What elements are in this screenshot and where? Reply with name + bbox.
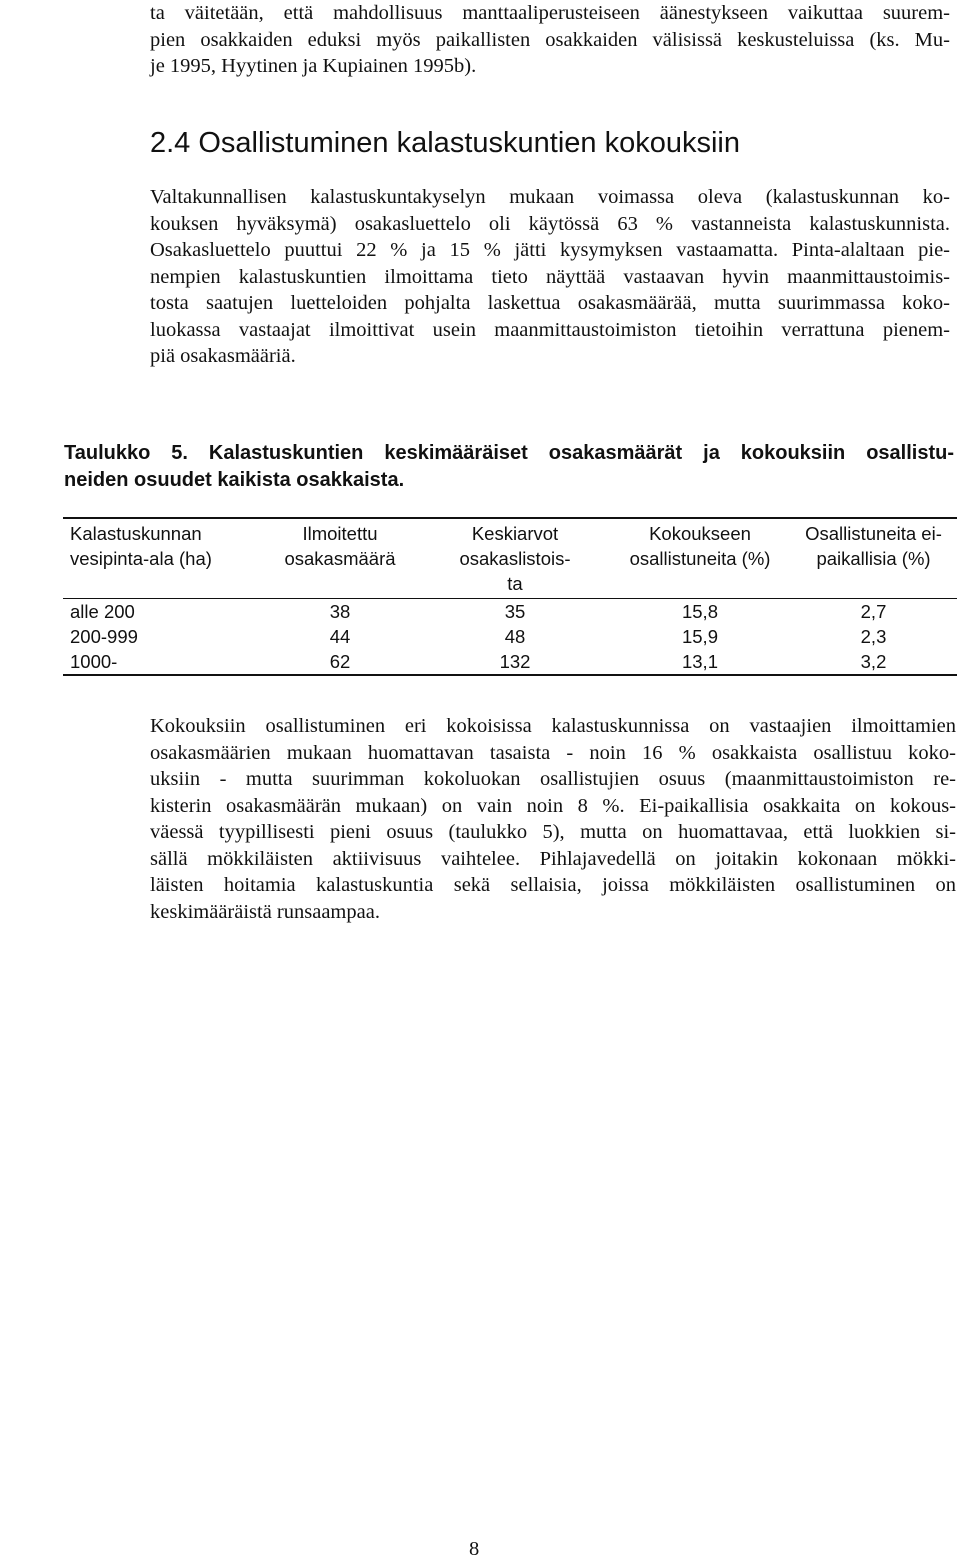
table-cell: 35 bbox=[504, 601, 526, 622]
table-cell: 132 bbox=[499, 651, 531, 672]
header-reported-members bbox=[260, 518, 420, 599]
paragraph-line: kouksen hyväksymä) osakasluettelo oli käytössä 63 % vastanneista kalastuskunnista. bbox=[150, 212, 950, 235]
table-cell: 15,9 bbox=[681, 626, 718, 647]
header-text: ta bbox=[507, 573, 523, 594]
paragraph-line: kisterin osakasmäärän mukaan) on vain noin 8 %. Ei-paikallisia osakkaita on kokous- bbox=[150, 794, 956, 817]
data-table bbox=[63, 517, 957, 676]
table-row bbox=[63, 599, 957, 625]
paragraph-line: Kokouksiin osallistuminen eri kokoisissa kalastuskunnissa on vastaajien ilmoittamien bbox=[150, 715, 956, 737]
table-cell: alle 200 bbox=[70, 601, 135, 622]
paragraph-line: piä osakasmääriä. bbox=[150, 345, 296, 367]
intro-paragraph bbox=[150, 0, 950, 80]
paragraph-line: uksiin - mutta suurimman kokoluokan osallistujien osuus (maanmittaustoimiston re- bbox=[150, 768, 956, 790]
table-cell: 48 bbox=[504, 626, 526, 647]
header-text: Kokoukseen bbox=[649, 523, 751, 544]
table-caption bbox=[64, 440, 954, 494]
table-row bbox=[63, 624, 957, 649]
paragraph-line: läisten hoitamia kalastuskuntia sekä sellaisia, joissa mökkiläisten osallistuminen on bbox=[150, 874, 956, 896]
table-cell: 15,8 bbox=[681, 601, 718, 622]
table-cell: 200-999 bbox=[70, 626, 138, 647]
table-cell: 62 bbox=[329, 651, 351, 672]
header-text: osakaslistois- bbox=[459, 548, 571, 569]
table-cell: 38 bbox=[329, 601, 351, 622]
header-text: Osallistuneita ei- bbox=[805, 523, 942, 544]
intro-line: je 1995, Hyytinen ja Kupiainen 1995b). bbox=[150, 55, 477, 77]
header-text: Kalastuskunnan bbox=[70, 523, 202, 544]
page-number: 8 bbox=[469, 1538, 480, 1560]
header-text: Keskiarvot bbox=[471, 523, 559, 544]
header-area bbox=[63, 518, 260, 599]
caption-line: Taulukko 5. Kalastuskuntien keskimääräiset osakasmäärät ja kokouksiin osallistu- bbox=[64, 442, 954, 464]
table-row bbox=[63, 649, 957, 675]
table-cell: 1000- bbox=[70, 651, 118, 672]
section-heading: 2.4 Osallistuminen kalastuskuntien kokouksiin bbox=[150, 127, 740, 159]
table-cell: 2,7 bbox=[860, 601, 887, 622]
header-non-local-participants bbox=[790, 518, 957, 599]
caption-line: neiden osuudet kaikista osakkaista. bbox=[64, 469, 405, 491]
paragraph-line: Valtakunnallisen kalastuskuntakyselyn mukaan voimassa oleva (kalastuskunnan ko- bbox=[150, 186, 950, 208]
paragraph-line: sällä mökkiläisten aktiivisuus vaihtelee. Pihlajavedellä on joitakin kokonaan mökki- bbox=[150, 847, 956, 870]
header-text: paikallisia (%) bbox=[816, 548, 931, 569]
table-cell: 44 bbox=[329, 626, 351, 647]
table-cell: 13,1 bbox=[681, 651, 718, 672]
header-text: osallistuneita (%) bbox=[629, 548, 771, 569]
header-text: vesipinta-ala (ha) bbox=[70, 548, 212, 569]
intro-line: pien osakkaiden eduksi myös paikallisten osakkaiden välisissä keskusteluissa (ks. Mu- bbox=[150, 28, 950, 51]
intro-line: ta väitetään, että mahdollisuus manttaaliperusteiseen äänestykseen vaikuttaa suurem- bbox=[150, 2, 950, 24]
header-meeting-participants bbox=[610, 518, 790, 599]
paragraph-line: keskimääräistä runsaampaa. bbox=[150, 900, 380, 923]
header-text: osakasmäärä bbox=[284, 548, 396, 569]
paragraph-line: Osakasluettelo puuttui 22 % ja 15 % jätti kysymyksen vastaamatta. Pinta-alaltaan pie- bbox=[150, 239, 950, 261]
paragraph-2 bbox=[150, 713, 956, 925]
paragraph-line: väessä tyypillisesti pieni osuus (taulukko 5), mutta on huomattavaa, että luokkien si- bbox=[150, 821, 956, 843]
paragraph-1 bbox=[150, 184, 950, 370]
paragraph-line: nempien kalastuskuntien ilmoittama tieto näyttää vastaavan hyvin maanmittaustoimis- bbox=[150, 265, 950, 288]
table-header-row bbox=[63, 518, 957, 599]
paragraph-line: tosta saatujen luetteloiden pohjalta laskettua osakasmäärää, mutta suurimmassa koko- bbox=[150, 292, 950, 314]
paragraph-line: osakasmäärien mukaan huomattavan tasaista - noin 16 % osakkaista osallistuu koko- bbox=[150, 741, 956, 764]
table-cell: 2,3 bbox=[860, 626, 887, 647]
header-list-average bbox=[420, 518, 610, 599]
paragraph-line: luokassa vastaajat ilmoittivat usein maanmittaustoimiston tietoihin verrattuna pienem- bbox=[150, 318, 950, 341]
header-text: Ilmoitettu bbox=[302, 523, 378, 544]
table-cell: 3,2 bbox=[860, 651, 887, 672]
